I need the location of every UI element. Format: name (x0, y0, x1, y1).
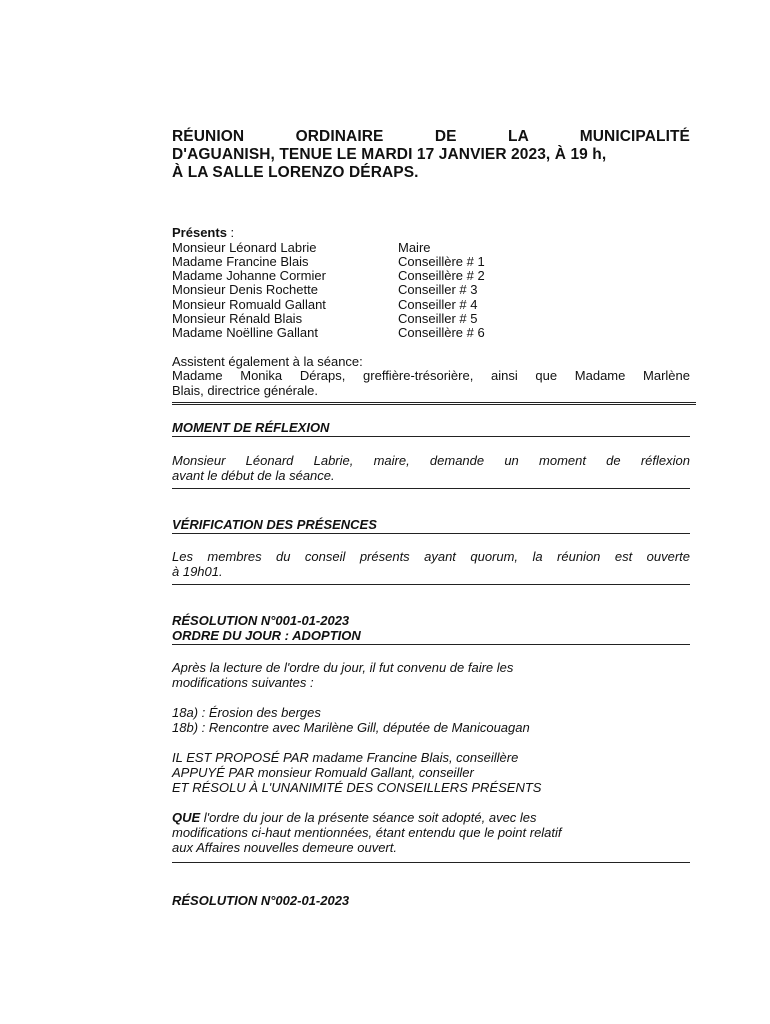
member-name: Monsieur Romuald Gallant (172, 296, 326, 312)
que-text: l'ordre du jour de la présente séance soit adopté, avec les (200, 810, 537, 826)
motion-line: IL EST PROPOSÉ PAR madame Francine Blais, conseillère (172, 750, 519, 766)
attendees-line: Blais, directrice générale. (172, 382, 318, 398)
member-name: Monsieur Rénald Blais (172, 310, 303, 326)
resolution-text (172, 810, 690, 855)
member-row (172, 283, 690, 297)
section-heading: VÉRIFICATION DES PRÉSENCES (172, 517, 690, 534)
member-role: Conseillère # 6 (398, 325, 485, 341)
members-list (172, 241, 690, 341)
section-heading: MOMENT DE RÉFLEXION (172, 420, 690, 437)
modification-item: 18a) : Érosion des berges (172, 705, 321, 721)
body-line: Les membres du conseil présents ayant quorum, la réunion est ouverte (172, 549, 690, 565)
member-role: Conseiller # 3 (398, 282, 478, 298)
presents-label: Présents (172, 225, 227, 240)
motion-block (172, 750, 690, 795)
modifications-list (172, 705, 690, 735)
title-line-3: À LA SALLE LORENZO DÉRAPS. (172, 164, 419, 181)
motion-line: ET RÉSOLU À L'UNANIMITÉ DES CONSEILLERS PRÉSENTS (172, 780, 542, 796)
member-row (172, 298, 690, 312)
member-role: Conseillère # 2 (398, 268, 485, 284)
section-heading: ORDRE DU JOUR : ADOPTION (172, 628, 690, 645)
body-line: à 19h01. (172, 564, 223, 580)
body-line: modifications suivantes : (172, 675, 314, 691)
title-line-2: D'AGUANISH, TENUE LE MARDI 17 JANVIER 2023, À 19 h, (172, 146, 607, 163)
member-row (172, 255, 690, 269)
member-role: Maire (398, 239, 431, 255)
body-line: Après la lecture de l'ordre du jour, il fut convenu de faire les (172, 660, 514, 676)
section-body (172, 549, 690, 579)
presents-heading (172, 226, 690, 241)
attendees-line: Madame Monika Déraps, greffière-trésorière, ainsi que Madame Marlène (172, 368, 690, 384)
verification-section (172, 517, 690, 585)
modification-item: 18b) : Rencontre avec Marilène Gill, députée de Manicouagan (172, 720, 530, 736)
section-divider (172, 483, 690, 489)
member-role: Conseillère # 1 (398, 253, 485, 269)
member-row (172, 241, 690, 255)
section-body (172, 453, 690, 483)
member-name: Monsieur Léonard Labrie (172, 239, 317, 255)
member-name: Monsieur Denis Rochette (172, 282, 318, 298)
member-row (172, 269, 690, 283)
motion-line: APPUYÉ PAR monsieur Romuald Gallant, conseiller (172, 765, 474, 781)
member-row (172, 326, 690, 340)
que-keyword: QUE (172, 810, 201, 826)
member-role: Conseiller # 5 (398, 310, 478, 326)
attendees-section (172, 355, 690, 399)
section-divider (172, 579, 690, 585)
title-line-1: RÉUNION ORDINAIRE DE LA MUNICIPALITÉ (172, 128, 690, 145)
resolution-002-section (172, 893, 690, 909)
body-line: aux Affaires nouvelles demeure ouvert. (172, 840, 397, 856)
body-line: modifications ci-haut mentionnées, étant entendu que le point relatif (172, 825, 562, 841)
resolution-intro (172, 660, 690, 690)
member-row (172, 312, 690, 326)
resolution-number: RÉSOLUTION N°002-01-2023 (172, 893, 350, 909)
member-name: Madame Johanne Cormier (172, 268, 326, 284)
member-role: Conseiller # 4 (398, 296, 478, 312)
resolution-number: RÉSOLUTION N°001-01-2023 (172, 613, 350, 629)
section-divider (172, 855, 690, 863)
reflexion-section (172, 420, 690, 489)
resolution-001-section (172, 613, 690, 863)
meeting-title (172, 128, 690, 182)
body-line: Monsieur Léonard Labrie, maire, demande un moment de réflexion (172, 453, 690, 469)
body-line (172, 810, 690, 825)
member-name: Madame Francine Blais (172, 253, 309, 269)
member-name: Madame Noëlline Gallant (172, 325, 318, 341)
presents-colon: : (226, 225, 235, 240)
minutes-content (172, 128, 690, 909)
attendees-heading: Assistent également à la séance: (172, 353, 363, 369)
double-divider (172, 402, 696, 405)
body-line: avant le début de la séance. (172, 468, 335, 484)
